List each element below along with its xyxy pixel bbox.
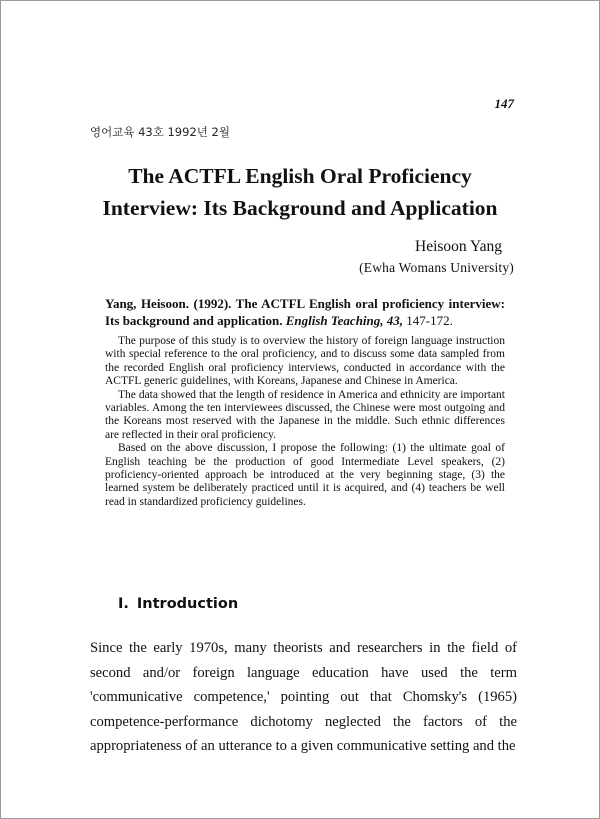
paper-title	[0, 160, 600, 224]
abstract	[105, 296, 505, 509]
abstract-paragraph: The data showed that the length of residence in America and ethnicity are important variables. Among the ten interviewees discussed, the Chinese were most outgoing and the Koreans most reserved with the Japanese in the middle. Such ethnic differences are reflected in their oral proficiency.	[105, 388, 505, 441]
citation-journal: English Teaching, 43,	[285, 312, 404, 328]
author-affiliation: (Ewha Womans University)	[359, 260, 514, 275]
section-heading	[118, 596, 238, 612]
journal-info: 영어교육 43호 1992년 2월	[90, 125, 230, 139]
paper-title-line-1: The ACTFL English Oral Proficiency	[128, 164, 472, 188]
section-number: I.	[118, 596, 129, 612]
citation-main: Yang, Heisoon. (1992). The ACTFL English oral proficiency interview: Its background and application.	[105, 296, 505, 328]
page-number: 147	[494, 96, 514, 111]
paper-title-line-2: Interview: Its Background and Application	[102, 196, 498, 220]
section-title: Introduction	[136, 596, 239, 612]
citation-pages: 147-172.	[406, 312, 453, 328]
body-text	[90, 636, 517, 759]
abstract-citation	[105, 296, 505, 329]
abstract-paragraph: The purpose of this study is to overview the history of foreign language instruction with special reference to the oral proficiency, and to discuss some data sampled from the recorded English oral proficiency interviews, conducted in accordance with the ACTFL generic guidelines, with Koreans, Japanese and Chinese in America.	[105, 335, 505, 388]
body-paragraph: Since the early 1970s, many theorists and researchers in the field of second and/or foreign language education have used the term 'communicative competence,' pointing out that Chomsky's (1965) competence-performance dichotomy neglected the factors of the appropriateness of an utterance to a given communicative setting and the	[90, 640, 517, 754]
author-block	[359, 236, 514, 278]
author-name: Heisoon Yang	[415, 238, 502, 255]
abstract-paragraph: Based on the above discussion, I propose the following: (1) the ultimate goal of English teaching be the production of good Intermediate Level speakers, (2) proficiency-oriented approach be introduced at the very beginning stage, (3) the learned system be deliberately practiced until it is acquired, and (4) teachers be well read in standardized proficiency guidelines.	[105, 442, 505, 508]
